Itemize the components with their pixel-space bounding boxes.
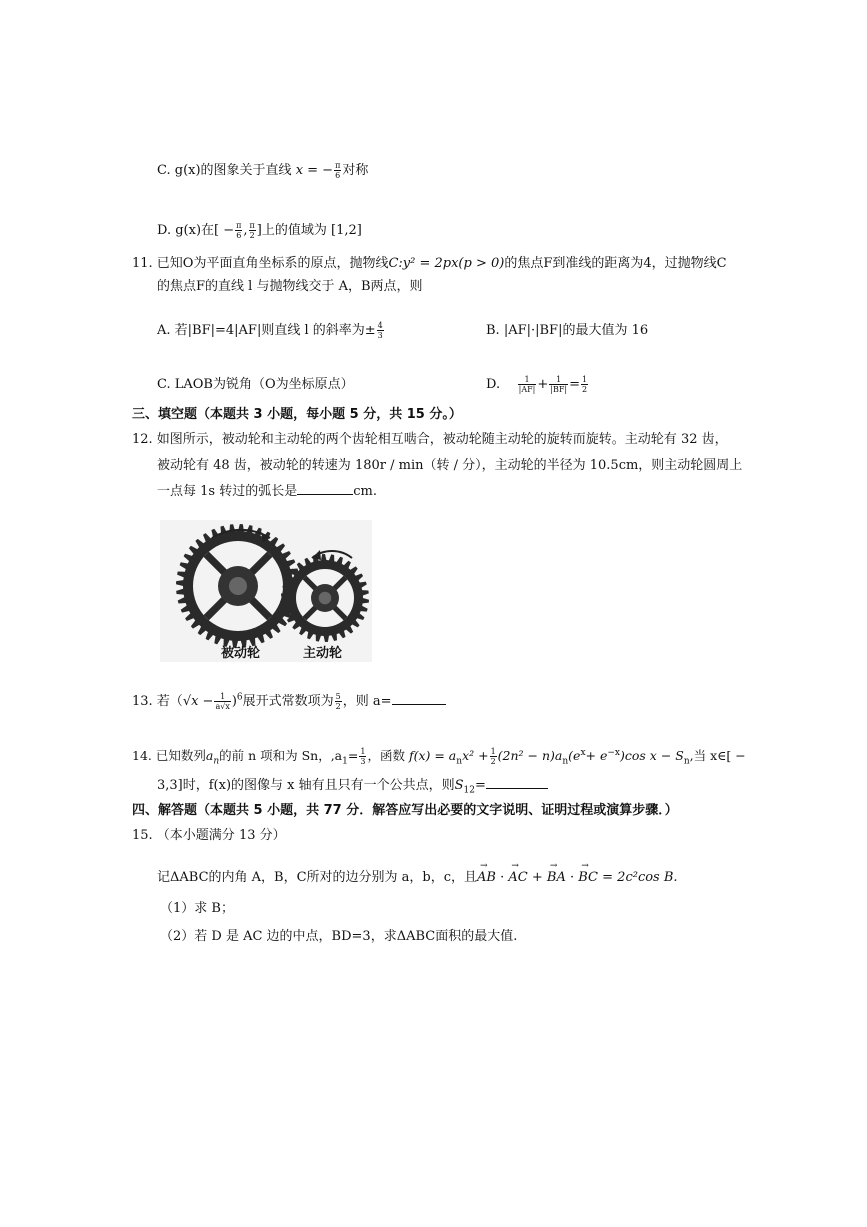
q13-mid: 展开式常数项为 [242, 694, 334, 709]
q15-stem-text: 记ΔABC的内角 A，B，C所对的边分别为 a，b，c，且 [157, 870, 478, 885]
q14-text-d: = [347, 748, 359, 763]
q13-suffix: ，则 a= [342, 694, 392, 709]
q12-line2: 被动轮有 48 齿，被动轮的转速为 180r / min（转 / 分），主动轮的半径为 10.5cm，则主动轮圆周上 [157, 458, 743, 473]
q11-option-c: C. LAOB为锐角（O为坐标原点） [157, 377, 354, 392]
vector-ab: → AB [477, 868, 496, 888]
q10-d-suffix: ]上的值域为 [1,2] [256, 223, 362, 238]
q14-f: f(x) = a [408, 748, 457, 763]
q11-a-frac: $\frac{4}{3}$ [377, 321, 383, 340]
gear-figure [160, 520, 372, 662]
q14-line2-text: 3,3]时，f(x)的图像与 x 轴有且只有一个公共点，则 [157, 778, 455, 793]
q14-s: S [454, 778, 464, 793]
q10-c-suffix: 对称 [342, 163, 369, 178]
label-driven: 被动轮 [221, 646, 261, 661]
q14-l: ,当 x∈[ − [689, 748, 746, 763]
q14-g: x² + [462, 748, 489, 763]
q12-unit: cm. [353, 484, 377, 499]
q11-d-plus: + [537, 377, 549, 392]
q11-option-a [157, 321, 385, 341]
q14-j: + e [585, 748, 608, 763]
q15-header: 15. （本小题满分 13 分） [132, 828, 286, 843]
q10-d-comma: , [243, 223, 248, 238]
q14-i: (e [568, 748, 581, 763]
q14-eq: = [475, 778, 486, 793]
q14-text-e: ，函数 [367, 748, 405, 763]
q14-k: )cos x − S [620, 748, 684, 763]
vector-ac: → AC [508, 868, 527, 888]
gear-axle [229, 577, 247, 595]
q14-half-frac: $\frac{1}{2}$ [490, 747, 496, 766]
q10-d-frac2: $\frac{\pi}{2}$ [249, 221, 255, 240]
q12-line1: 12. 如图所示，被动轮和主动轮的两个齿轮相互啮合，被动轮随主动轮的旋转而旋转。主动轮有 32 齿， [132, 432, 728, 447]
q11-line2: 的焦点F的直线 l 与抛物线交于 A，B两点，则 [157, 279, 423, 294]
section-3-heading: 三、填空题（本题共 3 小题，每小题 5 分，共 15 分。） [132, 407, 462, 422]
q12-answer-blank [297, 494, 353, 495]
vector-ba: → BA [547, 868, 566, 888]
q10-option-c [157, 161, 368, 181]
q11-option-b: B. |AF|·|BF|的最大值为 16 [486, 323, 649, 338]
q14-text-c: ,a [330, 748, 343, 763]
vector-bc: → BC [578, 868, 598, 888]
q14-h: (2n² − n)a [497, 748, 563, 763]
q13-exponent: 6 [236, 692, 243, 703]
q10-c-frac: $\frac{\pi}{6}$ [335, 161, 341, 180]
q11-a-text: A. 若|BF|=4|AF|则直线 l 的斜率为± [157, 323, 376, 338]
q14-line2: 3,3]时，f(x)的图像与 x 轴有且只有一个公共点，则$S_{12}=$ [157, 776, 548, 796]
q10-d-frac1: $\frac{\pi}{6}$ [236, 221, 242, 240]
q12-line3-text: 一点每 1s 转过的弧长是 [157, 484, 298, 499]
q11-text-a: 11. 已知O为平面直角坐标系的原点，抛物线 [132, 256, 389, 271]
q13-line: 13. 若（√x − $\frac{1}{a√x}$ )$^6$展开式常数项为 $\frac{5}{2}$ ，则 a= [132, 692, 446, 712]
q13-prefix: 13. 若（ [132, 694, 183, 709]
q11-d-frac3: $\frac{1}{2}$ [581, 375, 588, 394]
q11-equation: C:y² = 2px(p > 0) [388, 256, 505, 271]
q10-option-d [157, 221, 362, 241]
q12-line3 [157, 482, 377, 502]
q11-option-d [486, 375, 589, 395]
q14-text-a: 14. 已知数列 [132, 748, 206, 763]
section-4-heading: 四、解答题（本题共 5 小题，共 77 分．解答应写出必要的文字说明、证明过程或演算步骤．） [132, 803, 678, 818]
q13-answer-blank [392, 704, 446, 705]
q11-line1 [132, 254, 727, 274]
q15-stem: 记ΔABC的内角 A，B，C所对的边分别为 a，b，c，且→ AB · → AC + → BA · → BC = 2c²cos B. [157, 868, 678, 888]
q15-part2: （2）若 D 是 AC 边的中点，BD=3，求ΔABC面积的最大值. [160, 929, 518, 944]
q14-a1-frac: $\frac{1}{3}$ [360, 747, 366, 766]
q14-answer-blank [486, 788, 548, 789]
q11-d-frac1: $\frac{1}{|AF|}$ [518, 375, 536, 394]
q11-d-label: D. [486, 377, 501, 392]
q13-sqrt: √x − [182, 694, 214, 709]
q11-d-eq: = [569, 377, 580, 392]
q11-text-b: 的焦点F到准线的距离为4，过抛物线C [504, 256, 727, 271]
gear-axle [319, 592, 332, 605]
label-driver: 主动轮 [303, 646, 343, 661]
q10-c-eq: x = − [295, 163, 334, 178]
q14-line1: 14. 已知数列$a_n$的前 n 项和为 Sn，$,a_1=$ $\frac{1}{3}$ ，函数 $f(x) = a_nx^2$ + $\frac{1}{2}$ $(2n^2 - n)a_n(e^x+ e^{-x})\cos$ $x - S_n$,当 x∈[ − [132, 747, 746, 767]
q13-value-frac: $\frac{5}{2}$ [335, 692, 341, 711]
q14-text-b: 的前 n 项和为 Sn， [219, 748, 331, 763]
q15-part1: （1）求 B； [160, 901, 234, 916]
q10-d-text: D. g(x)在[ − [157, 223, 235, 238]
q11-d-frac2: $\frac{1}{|BF|}$ [550, 375, 568, 394]
q13-frac: $\frac{1}{a√x}$ [215, 692, 230, 711]
q10-c-text: C. g(x)的图象关于直线 [157, 163, 292, 178]
q15-tail: = 2c²cos B. [602, 870, 678, 885]
